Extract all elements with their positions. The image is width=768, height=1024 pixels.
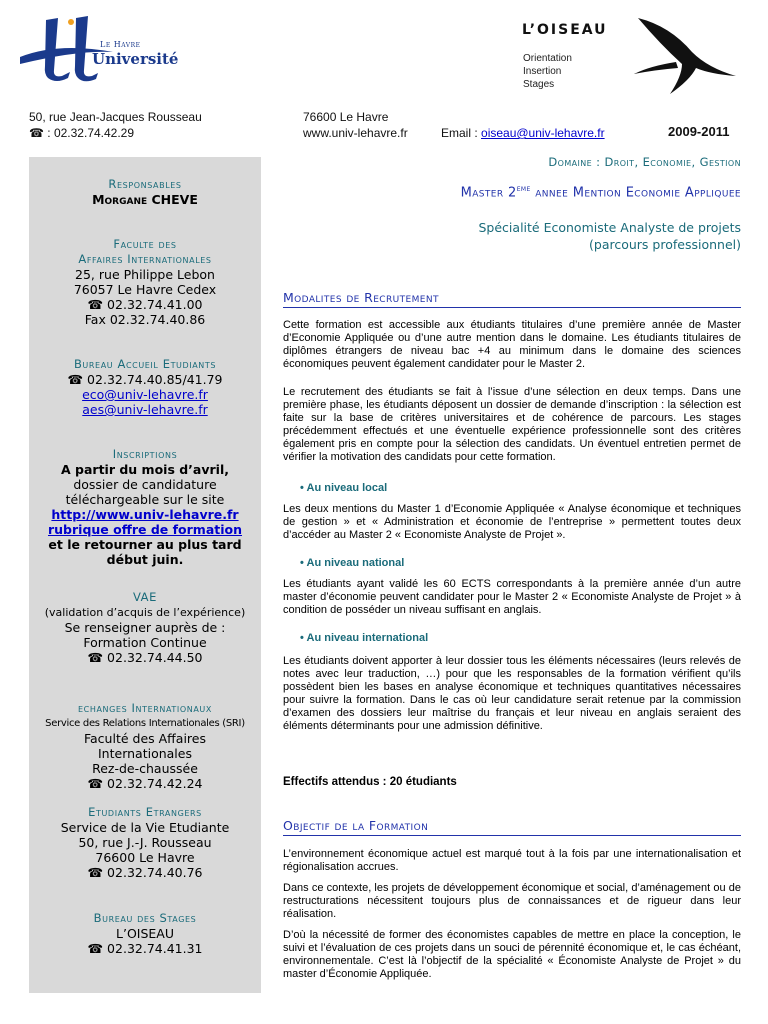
paragraph-5: Les étudiants doivent apporter à leur dossier tous les éléments nécessaires (leurs relevés de notes avec leur traduction, …) pour que les responsables de la formation vérifient qu’ils possèdent bien les bases en analyse économique et techniques quantitatives nécessaires pour suivre la formation. Dans le cas où leur candidature serait retenue par la commission d’examen des dossiers leur maîtrise du français et leur niveau en anglais seraient des éléments déterminants pour une admission définitive. (283, 655, 741, 733)
paragraph-4: Les étudiants ayant validé les 60 ECTS correspondants à la première année d’un autre master d’économie peuvent candidater pour le Master 2 « Economiste Analyste de Projet » à condition de posséder un niveau suffisant en anglais. (283, 578, 741, 617)
paragraph-8: D’où la nécessité de former des économistes capables de mettre en place la conception, le suivi et l’évaluation de ces projets dans un souci de pérennité économique et, le cas échéant, environnementale. C’est là l’objectif de la spécialité « Économiste Analyste de Projet » du master d’Économie Appliquée. (283, 929, 741, 981)
email-label: Email : (441, 126, 482, 140)
specialite-line-2: (parcours professionnel) (589, 237, 741, 252)
objectif-heading-text: Objectif de la Formation (283, 818, 429, 833)
modalites-heading (283, 290, 741, 308)
vae-phone: ☎ 02.32.74.44.50 (87, 650, 203, 665)
faculte-heading-1: Faculte des (113, 237, 177, 251)
echanges-block (29, 701, 261, 791)
inscriptions-date: A partir du mois d’avril, (61, 462, 229, 477)
echanges-phone: ☎ 02.32.74.42.24 (87, 776, 203, 791)
faculte-fax: Fax 02.32.74.40.86 (84, 312, 206, 327)
oiseau-line-orientation: Orientation (523, 53, 572, 64)
address-street: 50, rue Jean-Jacques Rousseau (29, 110, 202, 124)
master-title-b: annee Mention Economie Appliquee (530, 185, 741, 201)
offre-formation-link[interactable]: rubrique offre de formation (47, 522, 243, 537)
oiseau-logo (520, 22, 735, 108)
specialite-line-1: Spécialité Economiste Analyste de projets (478, 220, 741, 235)
university-logo (18, 12, 183, 86)
aes-email-link[interactable]: aes@univ-lehavre.fr (82, 402, 208, 417)
master-title-a: Master 2 (460, 185, 517, 201)
vae-line-2: Se renseigner auprès de : (64, 620, 226, 635)
responsables-heading: Responsables (108, 177, 182, 191)
objectif-underline (283, 835, 741, 836)
faculte-street: 25, rue Philippe Lebon (75, 267, 215, 282)
inscriptions-line-5: début juin. (106, 552, 184, 567)
paragraph-2: Le recrutement des étudiants se fait à l’issue d’une sélection en deux temps. Dans une première phase, les étudiants déposent un dossier de demande d’inscription : la sélection est faite sur la base de critères universitaires et de cohérence de parcours. Les stages précédemment effectués et une éventuelle expérience professionnelle sont des critères également pris en compte pour la sélection des candidats. Un éventuel entretien permet de vérifier la motivation des candidats pour cette formation. (283, 386, 741, 464)
etudiants-etrangers-line-3: 76600 Le Havre (95, 850, 195, 865)
oiseau-line-insertion: Insertion (523, 66, 562, 77)
bureau-stages-phone: ☎ 02.32.74.41.31 (87, 941, 203, 956)
inscriptions-heading: Inscriptions (112, 447, 178, 461)
bureau-stages-heading: Bureau des Stages (93, 911, 197, 925)
responsables-block (29, 177, 261, 207)
etudiants-etrangers-line-2: 50, rue J.-J. Rousseau (78, 835, 212, 850)
university-logo-text: Université (92, 50, 179, 68)
eco-email-link[interactable]: eco@univ-lehavre.fr (82, 387, 208, 402)
modalites-heading-text: Modalites de Recrutement (283, 290, 439, 305)
paragraph-3: Les deux mentions du Master 1 d’Economie Appliquée « Analyse économique et techniques de gestion » et « Administration et économie de l’entreprise » permettent toutes deux d’accéder au Master 2 « Economiste Analyste de Projet ». (283, 503, 741, 542)
oiseau-line-stages: Stages (523, 79, 555, 90)
paragraph-1: Cette formation est accessible aux étudiants titulaires d’une première année de Master d’Economie Appliquée ou d’une autre mention dans le domaine. Les étudiants titulaires de diplômes étrangers de niveau bac +4 au minimum dans le domaine des sciences économiques peuvent également candidater pour le Master 2. (283, 319, 741, 371)
paragraph-6: L’environnement économique actuel est marqué tout à la fois par une internationalisation et régionalisation accrues. (283, 848, 741, 874)
echanges-service: Service des Relations Internationales (SRI) (45, 718, 245, 729)
master-title (283, 184, 741, 200)
oiseau-title: L’OISEAU (522, 22, 608, 38)
bullet-local: • Au niveau local (300, 482, 388, 494)
echanges-line-2: Faculté des Affaires (83, 731, 206, 746)
inscriptions-line-2: dossier de candidature (73, 477, 217, 492)
sidebar (29, 157, 261, 993)
email-block (441, 126, 605, 140)
email-link[interactable]: oiseau@univ-lehavre.fr (481, 126, 605, 140)
faculte-block (29, 237, 261, 327)
faculte-heading-2: Affaires Internationales (78, 252, 212, 266)
responsable-name: Morgane CHEVE (92, 192, 198, 207)
vae-block (29, 590, 261, 665)
website-text: www.univ-lehavre.fr (303, 126, 408, 140)
vae-line-3: Formation Continue (83, 635, 207, 650)
bullet-international: • Au niveau international (300, 632, 429, 644)
etudiants-etrangers-line-1: Service de la Vie Etudiante (60, 820, 230, 835)
univ-website-link[interactable]: http://www.univ-lehavre.fr (51, 507, 239, 522)
vae-heading: VAE (132, 590, 158, 604)
vae-definition: (validation d’acquis de l’expérience) (44, 606, 246, 619)
bureau-accueil-block (29, 357, 261, 417)
effectifs-line: Effectifs attendus : 20 étudiants (283, 776, 457, 788)
echanges-line-4: Rez-de-chaussée (92, 761, 198, 776)
academic-year: 2009-2011 (668, 124, 730, 139)
address-city: 76600 Le Havre (303, 110, 389, 124)
inscriptions-line-4: et le retourner au plus tard (48, 537, 242, 552)
master-title-sup: eme (516, 184, 531, 193)
domain-line: Domaine : Droit, Economie, Gestion (548, 155, 741, 169)
bird-icon (630, 16, 740, 102)
etudiants-etrangers-block (29, 805, 261, 880)
university-logo-graphic (18, 12, 183, 86)
inscriptions-block (29, 447, 261, 567)
paragraph-7: Dans ce contexte, les projets de développement économique et social, d’aménagement ou de restructurations nécessitent toujours plus de connaissances et de rigueur dans leur réalisation. (283, 882, 741, 921)
etudiants-etrangers-heading: Etudiants Etrangers (88, 805, 202, 819)
bureau-accueil-phone: ☎ 02.32.74.40.85/41.79 (67, 372, 223, 387)
objectif-heading (283, 818, 741, 836)
etudiants-etrangers-phone: ☎ 02.32.74.40.76 (87, 865, 203, 880)
echanges-line-3: Internationales (98, 746, 192, 761)
echanges-heading: echanges Internationaux (78, 701, 212, 715)
header-phone: ☎ : 02.32.74.42.29 (29, 126, 135, 140)
bullet-national: • Au niveau national (300, 557, 405, 569)
faculte-phone: ☎ 02.32.74.41.00 (87, 297, 203, 312)
university-logo-small-text: Le Havre (100, 40, 141, 49)
bureau-stages-line-1: L’OISEAU (116, 926, 174, 941)
modalites-underline (283, 307, 741, 308)
bureau-stages-block (29, 911, 261, 956)
inscriptions-line-3: téléchargeable sur le site (65, 492, 225, 507)
bureau-accueil-heading: Bureau Accueil Etudiants (73, 357, 217, 371)
faculte-city: 76057 Le Havre Cedex (73, 282, 217, 297)
